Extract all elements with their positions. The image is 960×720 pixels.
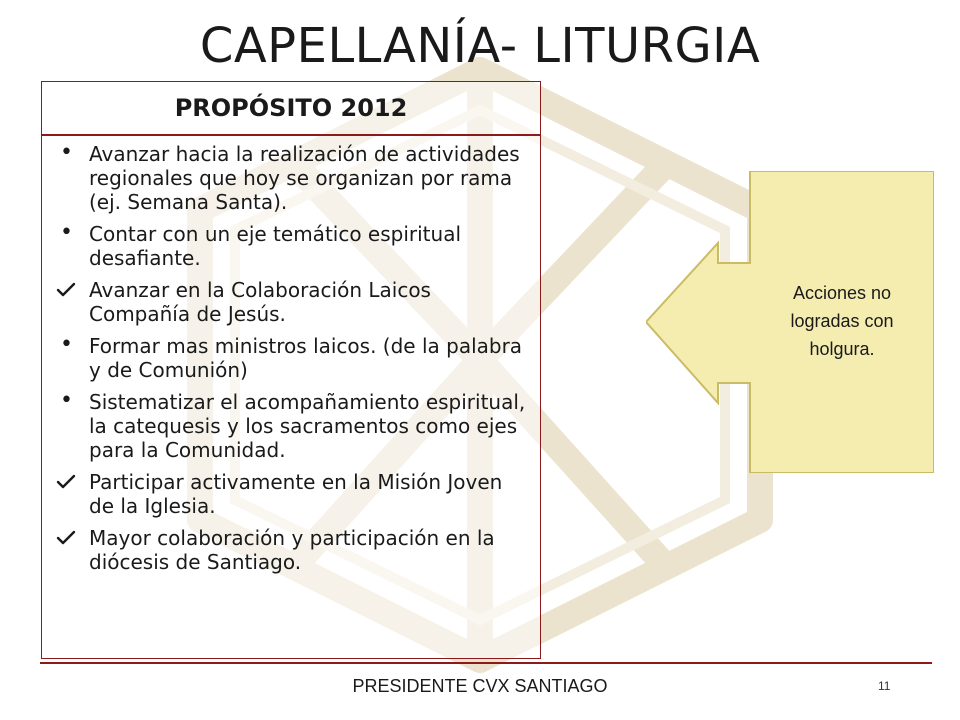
purpose-item: [56, 390, 532, 462]
footer-text: PRESIDENTE CVX SANTIAGO: [352, 676, 608, 696]
purpose-item: [56, 278, 532, 326]
purpose-item: [56, 470, 532, 518]
purpose-item-text: Sistematizar el acompañamiento espiritual, la catequesis y los sacramentos como ejes para la Comunidad.: [89, 390, 526, 462]
purpose-item: [56, 526, 532, 574]
page-number: 11: [878, 679, 891, 693]
purpose-header: PROPÓSITO 2012: [42, 82, 540, 136]
purpose-item: [56, 334, 532, 382]
purpose-item: [56, 222, 532, 270]
footer-divider: [40, 662, 932, 664]
slide-title: CAPELLANÍA- LITURGIA: [199, 18, 761, 74]
callout-text: Acciones no logradas con holgura.: [790, 283, 894, 359]
purpose-item-text: Avanzar en la Colaboración Laicos Compañía de Jesús.: [89, 278, 431, 326]
purpose-panel: [41, 81, 541, 659]
callout-arrow: [646, 171, 934, 473]
purpose-item: [56, 142, 532, 214]
purpose-item-text: Formar mas ministros laicos. (de la palabra y de Comunión): [89, 334, 523, 382]
purpose-list: [42, 136, 540, 574]
purpose-item-text: Avanzar hacia la realización de actividades regionales que hoy se organizan por rama (ej. Semana Santa).: [89, 142, 520, 214]
purpose-item-text: Mayor colaboración y participación en la diócesis de Santiago.: [89, 526, 495, 574]
purpose-item-text: Contar con un eje temático espiritual desafiante.: [89, 222, 462, 270]
purpose-item-text: Participar activamente en la Misión Joven de la Iglesia.: [89, 470, 503, 518]
